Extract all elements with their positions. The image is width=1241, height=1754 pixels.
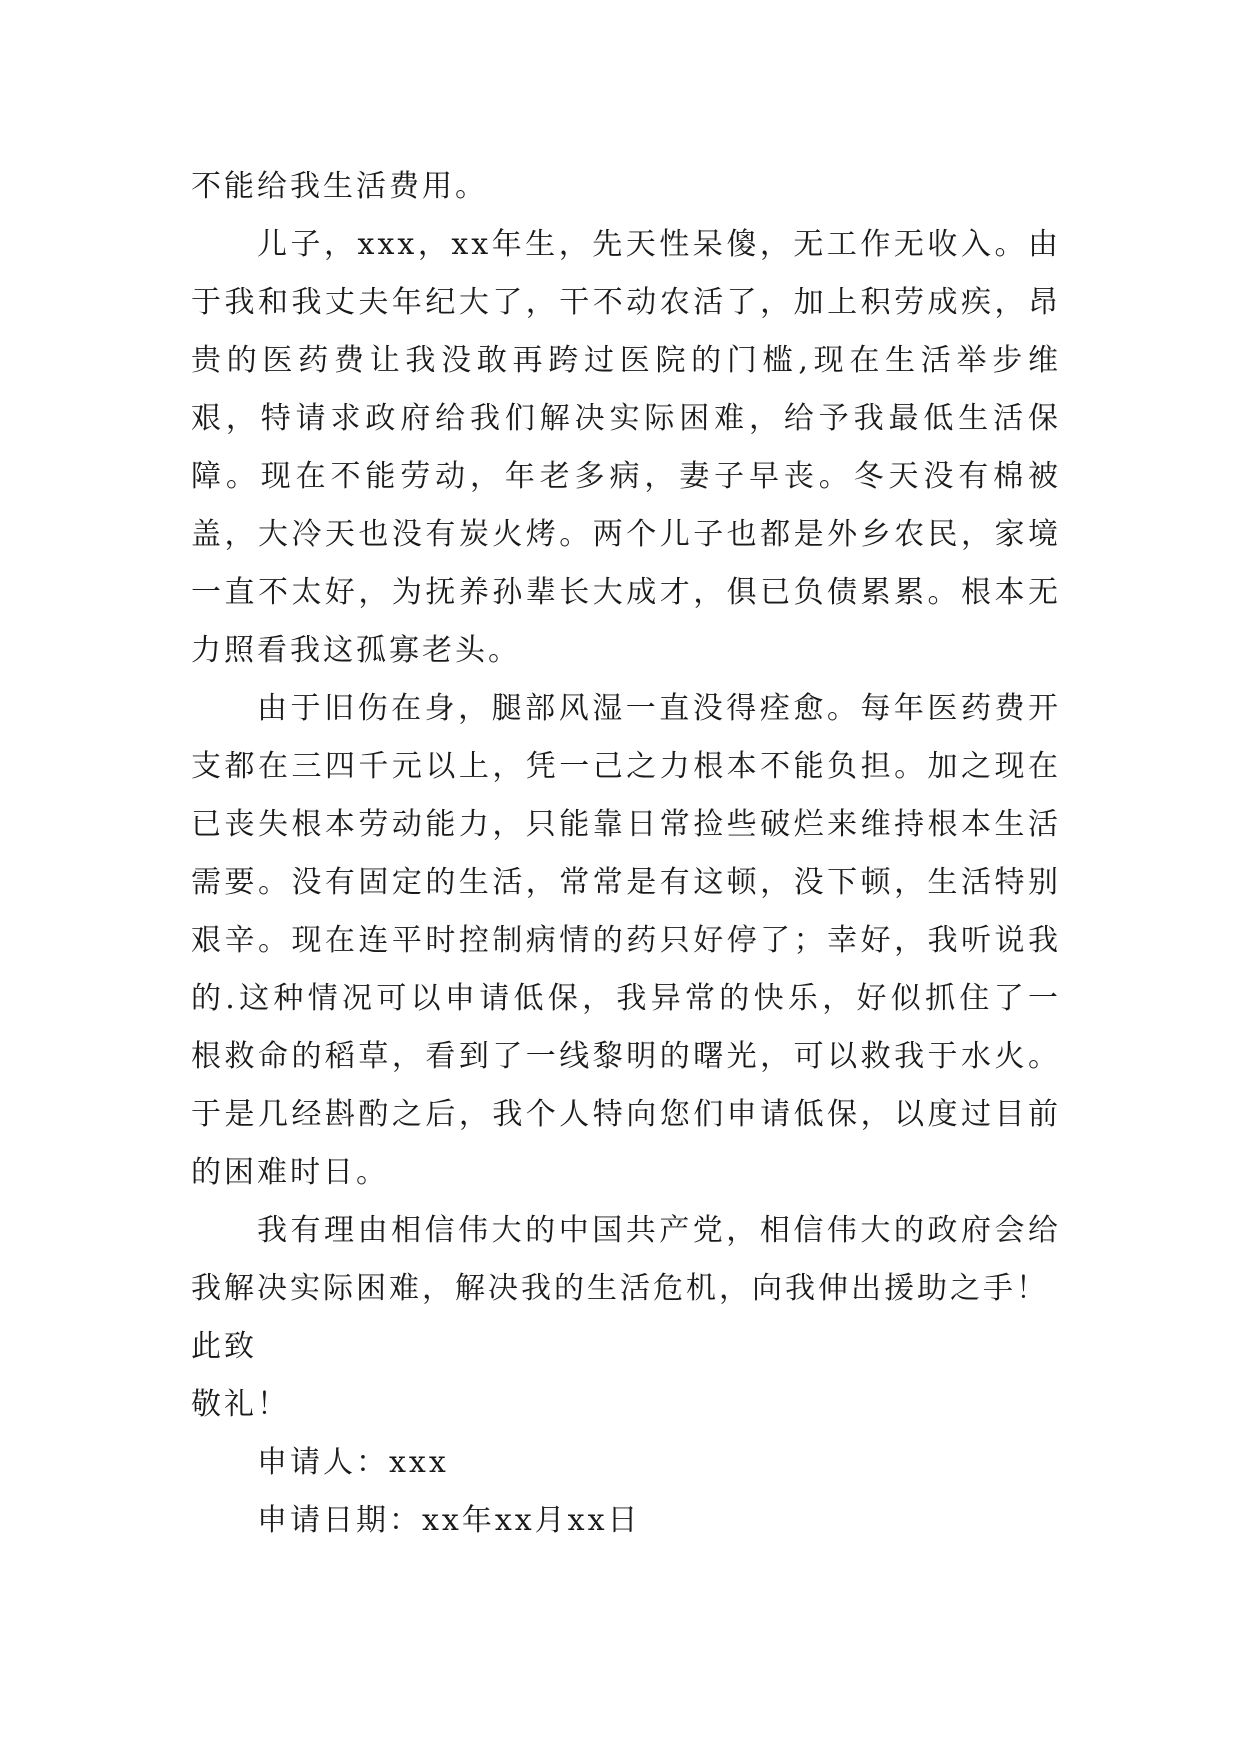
paragraph-injury: 由于旧伤在身，腿部风湿一直没得痊愈。每年医药费开支都在三四千元以上，凭一己之力根本不能负担。加之现在已丧失根本劳动能力，只能靠日常捡些破烂来维持根本生活需要。没有固定的生活，常常是有这顿，没下顿，生活特别艰辛。现在连平时控制病情的药只好停了；幸好，我听说我的.这种情况可以申请低保，我异常的快乐，好似抓住了一根救命的稻草，看到了一线黎明的曙光，可以救我于水火。于是几经斟酌之后，我个人特向您们申请低保，以度过目前的困难时日。: [191, 691, 1061, 1190]
paragraph-son: 儿子，xxx，xx年生，先天性呆傻，无工作无收入。由于我和我丈夫年纪大了，干不动农活了，加上积劳成疾，昂贵的医药费让我没敢再跨过医院的门槛,现在生活举步维艰，特请求政府给我们解决实际困难，给予我最低生活保障。现在不能劳动，年老多病，妻子早丧。冬天没有棉被盖，大冷天也没有炭火烤。两个儿子也都是外乡农民，家境一直不太好，为抚养孙辈长大成才，俱已负债累累。根本无力照看我这孤寡老头。: [191, 227, 1061, 668]
closing-respect: 敬礼！: [191, 1387, 290, 1422]
paragraph-continuation: 不能给我生活费用。: [191, 169, 488, 204]
letter-body: [191, 158, 1061, 1550]
paragraph-trust: 我有理由相信伟大的中国共产党，相信伟大的政府会给我解决实际困难，解决我的生活危机，向我伸出援助之手！: [191, 1213, 1061, 1306]
closing-salutation: 此致: [191, 1329, 257, 1364]
applicant-line: 申请人：xxx: [257, 1445, 449, 1480]
date-line: 申请日期：xx年xx月xx日: [257, 1503, 641, 1538]
